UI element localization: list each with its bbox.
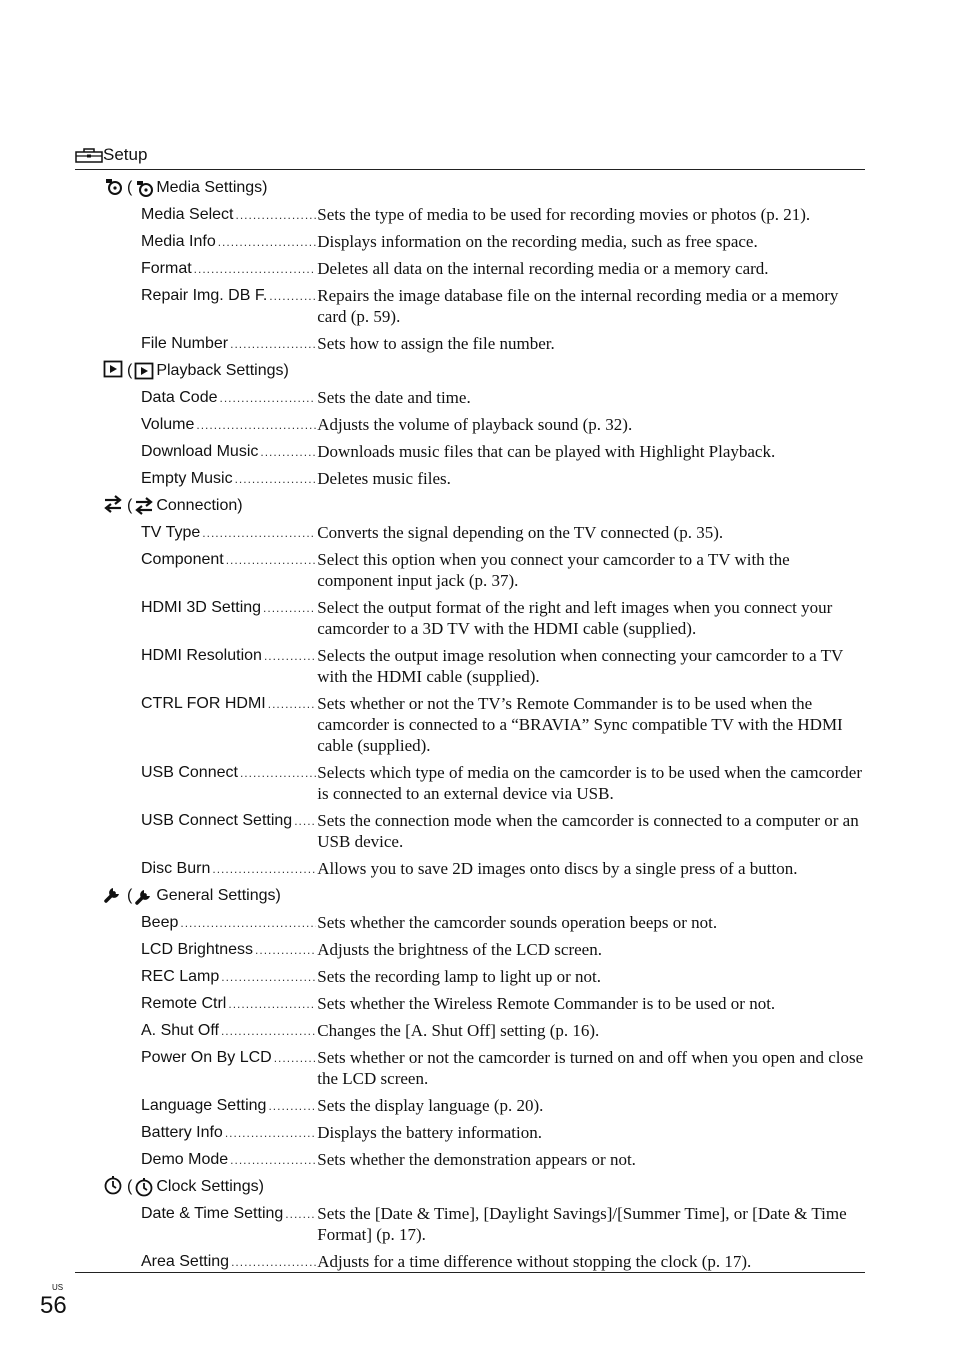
setting-row xyxy=(75,255,865,282)
wrench-icon xyxy=(103,884,123,904)
setting-name: Demo Mode xyxy=(141,1151,229,1168)
setting-name: CTRL FOR HDMI xyxy=(141,695,266,712)
setting-description: Adjusts the brightness of the LCD screen. xyxy=(317,940,602,959)
setting-description: Sets the recording lamp to light up or not. xyxy=(317,967,602,986)
dot-leader xyxy=(212,859,316,880)
setting-description: Sets the type of media to be used for recording movies or photos (p. 21). xyxy=(317,205,811,224)
playback-icon xyxy=(134,361,154,381)
open-paren: ( xyxy=(127,179,133,196)
dot-leader xyxy=(268,1096,316,1117)
setting-label-cell xyxy=(141,1146,316,1171)
setting-description: Deletes all data on the internal recording media or a memory card. xyxy=(317,259,769,278)
dot-leader xyxy=(196,415,316,436)
section-title-group xyxy=(127,178,268,198)
setting-name: LCD Brightness xyxy=(141,941,254,958)
setting-row xyxy=(75,759,865,807)
section-title-group xyxy=(127,361,289,381)
setting-label-cell xyxy=(141,519,316,544)
page-title: Setup xyxy=(103,145,148,164)
section-title-group xyxy=(127,496,243,516)
dot-leader xyxy=(274,1048,317,1069)
setting-row xyxy=(75,438,865,465)
dot-leader xyxy=(235,469,317,490)
setting-label-cell xyxy=(141,963,316,988)
setting-label-cell xyxy=(141,1017,316,1042)
setting-description: Sets how to assign the file number. xyxy=(317,334,555,353)
setting-row xyxy=(75,201,865,228)
section-title: Media Settings) xyxy=(156,179,268,196)
dot-leader xyxy=(264,646,316,667)
dot-leader xyxy=(263,598,316,619)
media-settings-icon xyxy=(134,178,154,198)
setting-row xyxy=(75,807,865,855)
dot-leader xyxy=(285,1204,316,1225)
setting-description: Downloads music files that can be played with Highlight Playback. xyxy=(317,442,776,461)
setting-name: USB Connect xyxy=(141,764,238,781)
setting-description: Changes the [A. Shut Off] setting (p. 16). xyxy=(317,1021,600,1040)
setting-name: Repair Img. DB F. xyxy=(141,287,268,304)
setting-label-cell xyxy=(141,255,316,280)
toolbox-icon xyxy=(75,147,103,163)
settings-list xyxy=(75,174,865,1275)
setting-label-cell xyxy=(141,546,316,571)
open-paren: ( xyxy=(127,362,133,379)
setting-row xyxy=(75,936,865,963)
open-paren: ( xyxy=(127,1178,133,1195)
setting-label-cell xyxy=(141,384,316,409)
setting-name: Beep xyxy=(141,914,179,931)
page-header xyxy=(75,145,865,170)
section-title: General Settings) xyxy=(156,887,281,904)
setting-row xyxy=(75,282,865,330)
section-heading xyxy=(75,357,865,384)
setting-label-cell xyxy=(141,228,316,253)
setting-name: Power On By LCD xyxy=(141,1049,272,1066)
setting-name: File Number xyxy=(141,335,229,352)
setting-name: Empty Music xyxy=(141,470,233,487)
setting-description: Deletes music files. xyxy=(317,469,451,488)
setting-description: Sets the display language (p. 20). xyxy=(317,1096,544,1115)
setting-name: Component xyxy=(141,551,224,568)
dot-leader xyxy=(269,286,316,307)
setting-row xyxy=(75,690,865,759)
dot-leader xyxy=(231,1252,316,1273)
footer-divider xyxy=(75,1272,865,1273)
setting-row xyxy=(75,855,865,882)
section-title: Clock Settings) xyxy=(156,1178,264,1195)
setting-label-cell xyxy=(141,759,316,784)
setting-description: Adjusts for a time difference without stopping the clock (p. 17). xyxy=(317,1252,752,1271)
setting-row xyxy=(75,330,865,357)
dot-leader xyxy=(194,259,317,280)
setting-description: Sets the [Date & Time], [Daylight Savings]/[Summer Time], or [Date & Time Format] (p. 17). xyxy=(317,1204,847,1244)
setting-name: HDMI 3D Setting xyxy=(141,599,262,616)
setting-description: Sets the connection mode when the camcorder is connected to a computer or an USB device. xyxy=(317,811,859,851)
setting-label-cell xyxy=(141,990,316,1015)
setting-name: A. Shut Off xyxy=(141,1022,219,1039)
setting-row xyxy=(75,1092,865,1119)
setting-label-cell xyxy=(141,282,316,307)
dot-leader xyxy=(240,763,316,784)
setting-label-cell xyxy=(141,1092,316,1117)
setting-label-cell xyxy=(141,438,316,463)
setting-label-cell xyxy=(141,1119,316,1144)
setting-description: Sets whether or not the TV’s Remote Commander is to be used when the camcorder is connected to a “BRAVIA” Sync compatible TV with the HDMI cable (supplied). xyxy=(317,694,843,755)
dot-leader xyxy=(268,694,317,715)
setting-row xyxy=(75,990,865,1017)
setting-label-cell xyxy=(141,807,316,832)
section-heading xyxy=(75,882,865,909)
setting-label-cell xyxy=(141,465,316,490)
media-settings-icon xyxy=(103,176,123,196)
section-heading xyxy=(75,174,865,201)
setting-description: Converts the signal depending on the TV connected (p. 35). xyxy=(317,523,724,542)
setting-name: Disc Burn xyxy=(141,860,211,877)
dot-leader xyxy=(202,523,316,544)
setting-label-cell xyxy=(141,1248,316,1273)
setting-label-cell xyxy=(141,1200,316,1225)
setting-row xyxy=(75,1017,865,1044)
setting-row xyxy=(75,963,865,990)
section-title: Playback Settings) xyxy=(156,362,289,379)
setting-name: Volume xyxy=(141,416,195,433)
setting-label-cell xyxy=(141,1044,316,1069)
setting-name: Language Setting xyxy=(141,1097,267,1114)
setting-label-cell xyxy=(141,594,316,619)
setting-row xyxy=(75,1119,865,1146)
dot-leader xyxy=(230,334,316,355)
open-paren: ( xyxy=(127,887,133,904)
setting-description: Sets whether or not the camcorder is turned on and off when you open and close the LCD screen. xyxy=(317,1048,864,1088)
setting-row xyxy=(75,1200,865,1248)
section-title: Connection) xyxy=(156,497,243,514)
setting-row xyxy=(75,228,865,255)
setting-description: Displays the battery information. xyxy=(317,1123,542,1142)
dot-leader xyxy=(228,994,316,1015)
dot-leader xyxy=(220,388,317,409)
setting-row xyxy=(75,519,865,546)
setting-label-cell xyxy=(141,201,316,226)
setting-row xyxy=(75,1248,865,1275)
dot-leader xyxy=(218,232,317,253)
setting-description: Sets whether the demonstration appears or not. xyxy=(317,1150,636,1169)
setting-label-cell xyxy=(141,411,316,436)
page-number: 56 xyxy=(40,1292,67,1319)
setting-description: Repairs the image database file on the internal recording media or a memory card (p. 59). xyxy=(317,286,839,326)
dot-leader xyxy=(260,442,316,463)
setting-label-cell xyxy=(141,909,316,934)
clock-icon xyxy=(134,1177,154,1197)
setting-description: Allows you to save 2D images onto discs by a single press of a button. xyxy=(317,859,798,878)
setting-name: Remote Ctrl xyxy=(141,995,227,1012)
dot-leader xyxy=(180,913,316,934)
setting-name: Battery Info xyxy=(141,1124,223,1141)
section-heading xyxy=(75,1173,865,1200)
setting-row xyxy=(75,642,865,690)
setting-name: USB Connect Setting xyxy=(141,812,293,829)
playback-icon xyxy=(103,359,123,379)
setting-label-cell xyxy=(141,690,316,715)
setting-row xyxy=(75,546,865,594)
setting-row xyxy=(75,411,865,438)
connection-icon xyxy=(134,496,154,516)
setting-description: Sets whether the camcorder sounds operation beeps or not. xyxy=(317,913,718,932)
setting-row xyxy=(75,465,865,492)
clock-icon xyxy=(103,1175,123,1195)
dot-leader xyxy=(294,811,316,832)
setting-name: Media Info xyxy=(141,233,216,250)
setting-description: Selects which type of media on the camcorder is to be used when the camcorder is connected to an external device via USB. xyxy=(317,763,863,803)
dot-leader xyxy=(225,1123,316,1144)
wrench-icon xyxy=(134,886,154,906)
setting-description: Selects the output image resolution when connecting your camcorder to a TV with the HDMI cable (supplied). xyxy=(317,646,844,686)
section-heading xyxy=(75,492,865,519)
setting-row xyxy=(75,1146,865,1173)
setting-label-cell xyxy=(141,855,316,880)
connection-icon xyxy=(103,494,123,514)
setting-row xyxy=(75,1044,865,1092)
setting-row xyxy=(75,594,865,642)
section-title-group xyxy=(127,1177,264,1197)
setting-label-cell xyxy=(141,936,316,961)
setting-label-cell xyxy=(141,642,316,667)
dot-leader xyxy=(230,1150,316,1171)
setting-name: Date & Time Setting xyxy=(141,1205,284,1222)
setting-description: Select the output format of the right and left images when you connect your camcorder to a 3D TV with the HDMI cable (supplied). xyxy=(317,598,833,638)
dot-leader xyxy=(255,940,316,961)
setting-label-cell xyxy=(141,330,316,355)
dot-leader xyxy=(226,550,317,571)
setting-name: Format xyxy=(141,260,192,277)
setting-description: Adjusts the volume of playback sound (p. 32). xyxy=(317,415,633,434)
dot-leader xyxy=(221,967,316,988)
dot-leader xyxy=(236,205,317,226)
setting-name: HDMI Resolution xyxy=(141,647,262,664)
setting-description: Sets whether the Wireless Remote Commander is to be used or not. xyxy=(317,994,776,1013)
open-paren: ( xyxy=(127,497,133,514)
setting-description: Select this option when you connect your camcorder to a TV with the component input jack (p. 37). xyxy=(317,550,790,590)
region-code: US xyxy=(52,1283,64,1292)
setting-description: Displays information on the recording media, such as free space. xyxy=(317,232,758,251)
setting-name: Download Music xyxy=(141,443,259,460)
setting-name: REC Lamp xyxy=(141,968,220,985)
setting-name: Area Setting xyxy=(141,1253,230,1270)
setting-name: Media Select xyxy=(141,206,234,223)
setting-row xyxy=(75,384,865,411)
section-title-group xyxy=(127,886,281,906)
setting-name: TV Type xyxy=(141,524,201,541)
dot-leader xyxy=(221,1021,316,1042)
setting-description: Sets the date and time. xyxy=(317,388,471,407)
setting-row xyxy=(75,909,865,936)
setting-name: Data Code xyxy=(141,389,218,406)
